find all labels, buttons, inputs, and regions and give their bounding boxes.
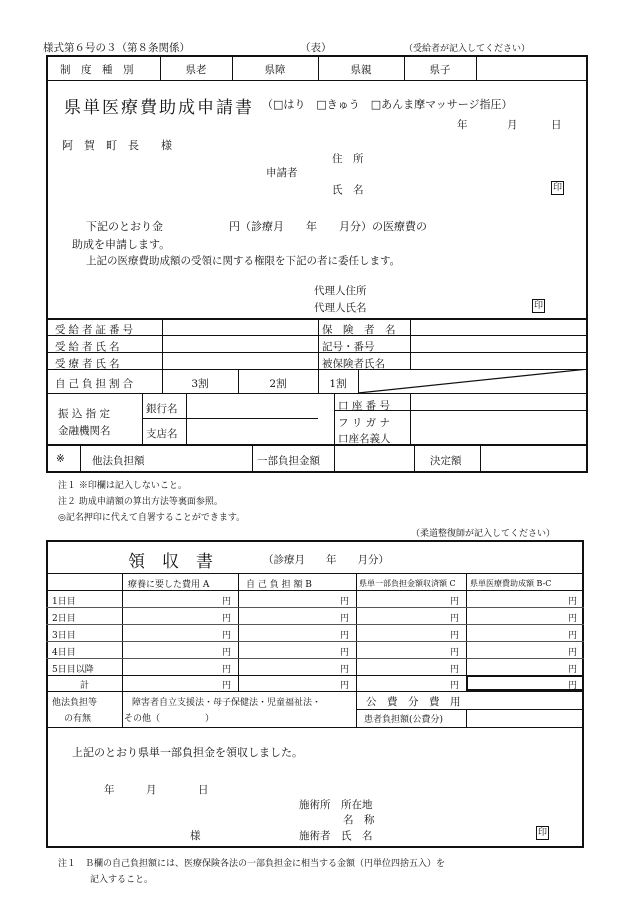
yen-cell[interactable]: 円 xyxy=(340,631,350,641)
yen-cell[interactable]: 円 xyxy=(450,681,460,691)
bank-label-2: 金融機関名 xyxy=(58,425,111,437)
addressee: 阿 賀 町 長 様 xyxy=(62,139,172,152)
receipt-year: 年 xyxy=(104,784,115,796)
row-label: 1日目 xyxy=(52,597,76,607)
furigana-label: フ リ ガ ナ xyxy=(338,417,391,429)
patient-name-label: 受療者氏名 xyxy=(55,358,123,370)
yen-cell[interactable]: 円 xyxy=(568,597,578,607)
receipt-day: 日 xyxy=(198,784,209,796)
system-option[interactable]: 県子 xyxy=(429,64,451,76)
system-type-label: 制 度 種 別 xyxy=(60,64,134,76)
yen-cell[interactable]: 円 xyxy=(568,614,578,624)
yen-cell[interactable]: 円 xyxy=(340,648,350,658)
practitioner-name-label: 施術者 氏 名 xyxy=(299,830,373,842)
clinic-name-label: 名 称 xyxy=(343,814,375,826)
yen-cell[interactable]: 円 xyxy=(222,597,232,607)
partial-burden-label: 一部負担金額 xyxy=(257,455,320,467)
date-year: 年 xyxy=(457,119,468,131)
receipt-month-label: 月 xyxy=(146,784,157,796)
receipt-title: 領 収 書 xyxy=(128,552,213,572)
bank-label-1: 振 込 指 定 xyxy=(58,408,111,420)
row-label: 4日目 xyxy=(52,648,76,658)
clinic-location-label: 施術所 所在地 xyxy=(299,799,373,811)
delegation-text: 上記の医療費助成額の受領に関する権限を下記の者に委任します。 xyxy=(86,255,401,267)
col-cost-a: 療養に要した費用 A xyxy=(128,580,210,590)
treatment-kinds: （□はり □きゅう □あんま摩マッサージ指圧） xyxy=(262,98,513,111)
note-2: 注２ 助成申請額の算出方法等裏面参照。 xyxy=(58,497,223,507)
cert-number-label: 受給者証番号 xyxy=(55,324,136,336)
other-law-etc: その他（ ） xyxy=(124,714,215,724)
burden-1[interactable]: 1割 xyxy=(329,378,347,390)
public-patient-burden-label: 患者負担額(公費分) xyxy=(364,715,444,725)
system-option[interactable]: 県親 xyxy=(350,64,372,76)
public-expense-label: 公 費 分 費 用 xyxy=(366,696,461,708)
branch-name-label: 支店名 xyxy=(146,428,178,440)
yen-cell[interactable]: 円 xyxy=(222,614,232,624)
other-law-label-1: 他法負担等 xyxy=(52,698,98,708)
seal-mark: 印 xyxy=(552,183,562,193)
application-text-2: 助成を申請します。 xyxy=(72,238,171,251)
fill-by-recipient-note: （受給者が記入してください） xyxy=(404,44,531,54)
date-day: 日 xyxy=(551,119,562,131)
yen-cell[interactable]: 円 xyxy=(222,681,232,691)
receipt-month: （診療月 年 月分） xyxy=(263,554,389,566)
agent-seal-mark: 印 xyxy=(533,301,543,311)
date-month: 月 xyxy=(507,119,518,131)
row-label: 3日目 xyxy=(52,631,76,641)
form-number: 様式第６号の３（第８条関係） xyxy=(43,42,190,54)
office-use-mark: ※ xyxy=(56,453,65,465)
yen-cell[interactable]: 円 xyxy=(222,648,232,658)
yen-cell[interactable]: 円 xyxy=(340,665,350,675)
yen-cell[interactable]: 円 xyxy=(450,631,460,641)
system-option[interactable]: 県老 xyxy=(185,64,207,76)
yen-cell[interactable]: 円 xyxy=(450,648,460,658)
applicant-label: 申請者 xyxy=(266,167,298,179)
row-label: 5日目以降 xyxy=(52,665,94,675)
footnote-1: 注１ Ｂ欄の自己負担額には、医療保険各法の一部負担金に相当する金額（円単位四捨五入）を xyxy=(58,859,446,869)
yen-cell[interactable]: 円 xyxy=(568,631,578,641)
agent-name-label: 代理人氏名 xyxy=(314,302,367,314)
col-self-burden-b: 自 己 負 担 額 B xyxy=(246,580,312,590)
insured-name-label: 被保険者氏名 xyxy=(322,358,385,370)
symbol-number-label: 記号・番号 xyxy=(322,341,375,353)
received-statement: 上記のとおり県単一部負担金を領収しました。 xyxy=(72,746,303,759)
applicant-address-label: 住 所 xyxy=(332,153,364,165)
application-text-1: 下記のとおり金 円（診療月 年 月分）の医療費の xyxy=(86,220,427,233)
applicant-name-label: 氏 名 xyxy=(332,184,364,196)
practitioner-seal-mark: 印 xyxy=(537,828,547,838)
yen-cell[interactable]: 円 xyxy=(450,614,460,624)
yen-cell[interactable]: 円 xyxy=(568,648,578,658)
front-side-label: （表） xyxy=(300,42,332,54)
burden-2[interactable]: 2割 xyxy=(269,378,287,390)
yen-cell[interactable]: 円 xyxy=(340,614,350,624)
yen-cell[interactable]: 円 xyxy=(340,681,350,691)
yen-cell[interactable]: 円 xyxy=(222,631,232,641)
yen-cell[interactable]: 円 xyxy=(568,681,578,691)
recipient-name-label: 受給者氏名 xyxy=(55,341,123,353)
yen-cell[interactable]: 円 xyxy=(222,665,232,675)
addressee-sama: 様 xyxy=(190,830,201,842)
application-title: 県単医療費助成申請書 xyxy=(64,98,254,118)
yen-cell[interactable]: 円 xyxy=(450,665,460,675)
diagonal-slash xyxy=(358,369,588,393)
agent-address-label: 代理人住所 xyxy=(314,285,367,297)
insurer-name-label: 保 険 者 名 xyxy=(322,324,396,336)
system-option[interactable]: 県障 xyxy=(264,64,286,76)
other-law-amount-label: 他法負担額 xyxy=(92,455,145,467)
row-label: 2日目 xyxy=(52,614,76,624)
bank-name-label: 銀行名 xyxy=(146,403,178,415)
col-subsidy-bc: 県単医療費助成額 B-C xyxy=(470,579,552,588)
other-law-label-2: の有無 xyxy=(64,714,92,724)
yen-cell[interactable]: 円 xyxy=(568,665,578,675)
self-burden-label: 自己負担割合 xyxy=(55,378,136,390)
decided-amount-label: 決定額 xyxy=(430,455,462,467)
row-label-total: 計 xyxy=(80,681,90,691)
note-3: ◎記名押印に代えて自署することができます。 xyxy=(58,513,246,523)
note-1: 注１ ※印欄は記入しないこと。 xyxy=(58,481,187,491)
fill-by-practitioner-note: （柔道整復師が記入してください） xyxy=(411,529,556,539)
account-holder-label: 口座名義人 xyxy=(338,433,391,445)
yen-cell[interactable]: 円 xyxy=(450,597,460,607)
law-list: 障害者自立支援法・母子保健法・児童福祉法・ xyxy=(132,698,322,708)
account-number-label: 口 座 番 号 xyxy=(338,400,391,412)
burden-3[interactable]: 3割 xyxy=(191,378,209,390)
footnote-2: 記入すること。 xyxy=(90,875,154,885)
yen-cell[interactable]: 円 xyxy=(340,597,350,607)
col-received-c: 県単一部負担金額収済額 C xyxy=(359,579,456,588)
